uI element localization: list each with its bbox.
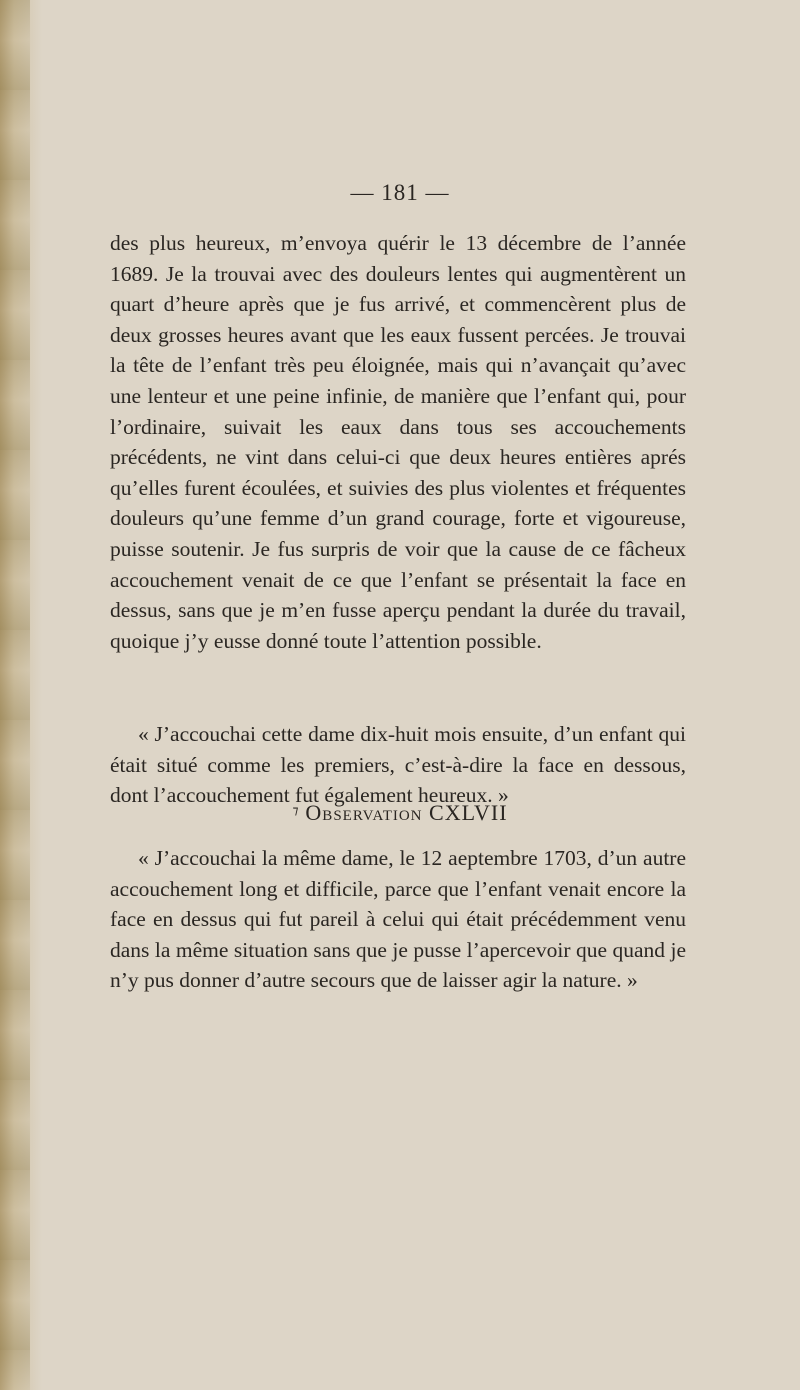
paragraph-1-text: des plus heureux, m’envoya quérir le 13 décembre de l’année 1689. Je la trouvai avec des douleurs lentes qui augmentèrent un quart d’heure après que je fus arrivé, et commencèrent plus de deux grosses heures avant que les eaux fussent percées. Je trouvai la tête de l’enfant très peu éloignée, mais qui n’avançait qu’avec une lenteur et une peine infinie, de manière que l’enfant qui, pour l’ordinaire, suivait les eaux dans tous ses accouchements précédents, ne vint dans celui-ci que deux heures entières aprés qu’elles furent écoulées, et suivies des plus violentes et fréquentes douleurs qu’une femme d’un grand courage, forte et vigoureuse, puisse soutenir. Je fus surpris de voir que la cause de ce fâcheux accouchement venait de ce que l’enfant se présentait la face en dessus, sans que je m’en fusse aperçu pendant la durée du travail, quoique j’y eusse donné toute l’attention possible. [110,231,686,653]
paragraph-observation [110,843,686,996]
paragraph-continuation [110,228,686,656]
observation-mark: ⁊ [292,803,300,817]
page-number-header: — 181 — [350,180,450,205]
page-gutter-shadow [0,0,30,1390]
paragraph-2-text: « J’accouchai cette dame dix-huit mois ensuite, d’un enfant qui était situé comme les premiers, c’est-à-dire la face en dessous, dont l’accouchement fut également heureux. » [110,722,686,808]
paragraph-3-text: « J’accouchai la même dame, le 12 aeptembre 1703, d’un autre accouchement long et difficile, parce que l’enfant venait encore la face en dessus qui fut pareil à celui qui était précédemment venu dans la même situation sans que je pusse l’apercevoir que quand je n’y pus donner d’autre secours que de laisser agir la nature. » [110,846,686,993]
observation-heading [0,800,800,826]
observation-title: Observation CXLVII [305,800,508,825]
paragraph-second-delivery [110,719,686,811]
